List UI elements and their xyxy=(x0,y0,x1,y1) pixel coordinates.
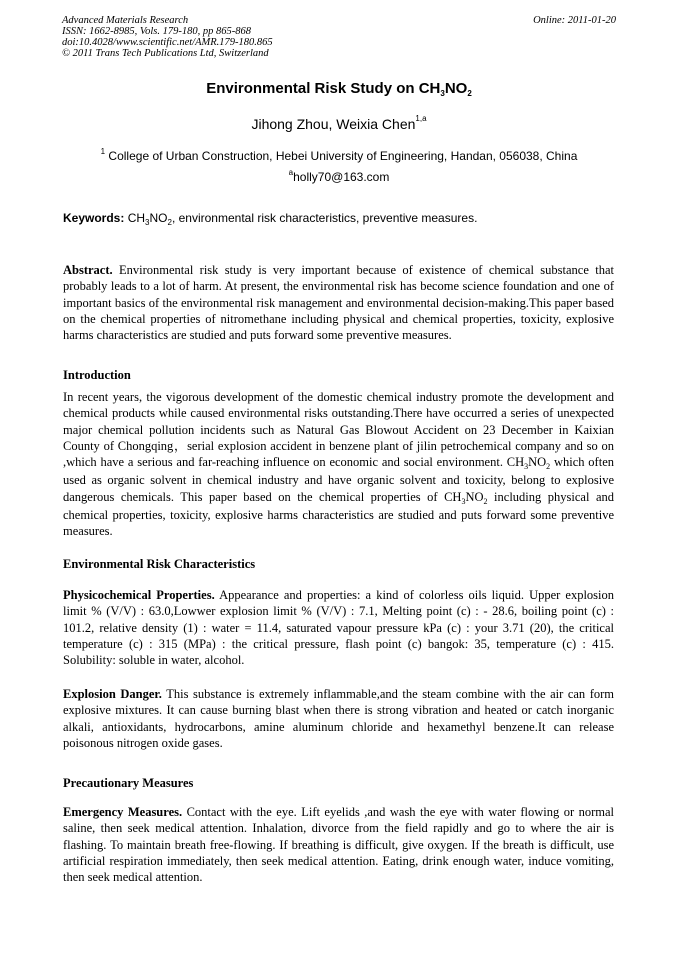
affiliation xyxy=(0,149,678,163)
emergency-label: Emergency Measures. xyxy=(63,805,183,819)
paper-title xyxy=(0,80,678,97)
issn-line: ISSN: 1662-8985, Vols. 179-180, pp 865-868 xyxy=(62,26,251,37)
email-marker: a xyxy=(288,168,294,177)
copyright-line: © 2011 Trans Tech Publications Ltd, Switzerland xyxy=(62,48,269,59)
intro-sub-2: 2 xyxy=(546,462,551,472)
doi-line: doi:10.4028/www.scientific.net/AMR.179-180.865 xyxy=(62,37,273,48)
explosion-text: This substance is extremely inflammable,and the steam combine with the air can form explosive mixtures. It can cause burning blast when there is strong vibration and heated or catch inorganic alkali, antioxidants, hydrocarbons, amine aluminum chloride and hexamethyl benzene.It can release poisonous nitrogen oxide gases. xyxy=(63,687,614,750)
affiliation-marker: 1 xyxy=(100,147,106,156)
keywords-p2: NO xyxy=(149,211,168,225)
intro-text-3: which often used as organic solvent in chemical industry and have organic solvent and toxicity, belong to explosive dangerous chemicals. This paper based on the chemical properties of CH xyxy=(63,455,614,504)
intro-sub-1: 3 xyxy=(524,462,529,472)
emergency-paragraph xyxy=(63,804,614,885)
author-email xyxy=(0,170,678,184)
author-superscript: 1,a xyxy=(415,114,427,123)
journal-name: Advanced Materials Research xyxy=(62,15,189,26)
journal-header xyxy=(62,15,273,59)
keywords-sub-2: 2 xyxy=(167,218,172,227)
intro-text-1: In recent years, the vigorous development of the domestic chemical industry promote the development and chemical products while caused environmental risks outstanding.There have occurred a series of unexpected major chemical pollution incidents such as Natural Gas Blowout Accident on 23 December in Kaixian County of Chongqing，serial explosion accident in benzene plant of jilin petrochemical company and so on ,which have a serious and far-reaching influence on economic and social environment. CH xyxy=(63,390,614,470)
physicochemical-text: Appearance and properties: a kind of colorless oils liquid. Upper explosion limit % (V/V) : 63.0,Lowwer explosion limit % (V/V) : 7.1, Melting point (c) : - 28.6, boiling point (c) : 101.2, relative density (1) : water = 11.4, saturated vapour pressure kPa (c) : your 3.71 (20), the critical temperature (c) : 315 (MPa) : the critical pressure, flash point (c) bangok: 35, temperature (c) : 415. Solubility: soluble in water, alcohol. xyxy=(63,588,615,668)
author-list xyxy=(0,116,678,132)
keywords-rest: , environmental risk characteristics, preventive measures. xyxy=(171,211,478,225)
intro-text-5: including physical and chemical properties, toxicity, explosive harms characteristics are studied and puts forward some preventive measures. xyxy=(63,489,614,539)
intro-text-2: NO xyxy=(528,455,547,470)
introduction-paragraph xyxy=(63,389,614,540)
keywords xyxy=(63,211,615,225)
explosion-label: Explosion Danger. xyxy=(63,687,162,701)
online-date: Online: 2011-01-20 xyxy=(533,15,616,26)
intro-text-4: NO xyxy=(465,489,484,504)
intro-sub-3: 3 xyxy=(461,496,466,506)
introduction-heading: Introduction xyxy=(63,368,131,382)
emergency-text: Contact with the eye. Lift eyelids ,and wash the eye with water flowing or normal saline, then seek medical attention. Inhalation, divorce from the field rapidly and go to where the air is flashing. To maintain breath free-flowing. If breathing is difficult, give oxygen. If the breath is difficult, use artificial respiration immediately, then seek medical attention. Eating, drink enough water, induce vomiting, then seek medical attention. xyxy=(63,805,614,885)
keywords-label: Keywords: xyxy=(63,211,125,225)
intro-sub-4: 2 xyxy=(483,496,488,506)
physicochemical-paragraph xyxy=(63,587,614,668)
abstract-label: Abstract. xyxy=(63,263,113,277)
keywords-p1: CH xyxy=(127,211,146,225)
author-names: Jihong Zhou, Weixia Chen xyxy=(251,116,416,132)
email-text: holly70@163.com xyxy=(293,170,390,184)
title-sub-2: 2 xyxy=(467,89,472,98)
risk-characteristics-heading: Environmental Risk Characteristics xyxy=(63,557,256,571)
title-mid: NO xyxy=(444,80,468,97)
explosion-paragraph xyxy=(63,686,614,751)
physicochemical-label: Physicochemical Properties. xyxy=(63,588,215,602)
abstract-text: Environmental risk study is very important because of existence of chemical substance that probably leads to a lot of harm. At present, the environmental risk has become science foundation and one of important basics of the environmental risk management and environmental decision-making.This paper based on the chemical properties of nitromethane including physical and chemical properties, toxicity, explosive harms characteristics are studied and puts forward some preventive measures. xyxy=(63,263,614,343)
keywords-sub-3: 3 xyxy=(145,218,150,227)
precautionary-heading: Precautionary Measures xyxy=(63,776,194,790)
title-sub-3: 3 xyxy=(440,89,445,98)
affiliation-text: College of Urban Construction, Hebei University of Engineering, Handan, 056038, China xyxy=(108,149,578,163)
title-prefix: Environmental Risk Study on CH xyxy=(206,80,441,97)
abstract-paragraph xyxy=(63,262,614,343)
